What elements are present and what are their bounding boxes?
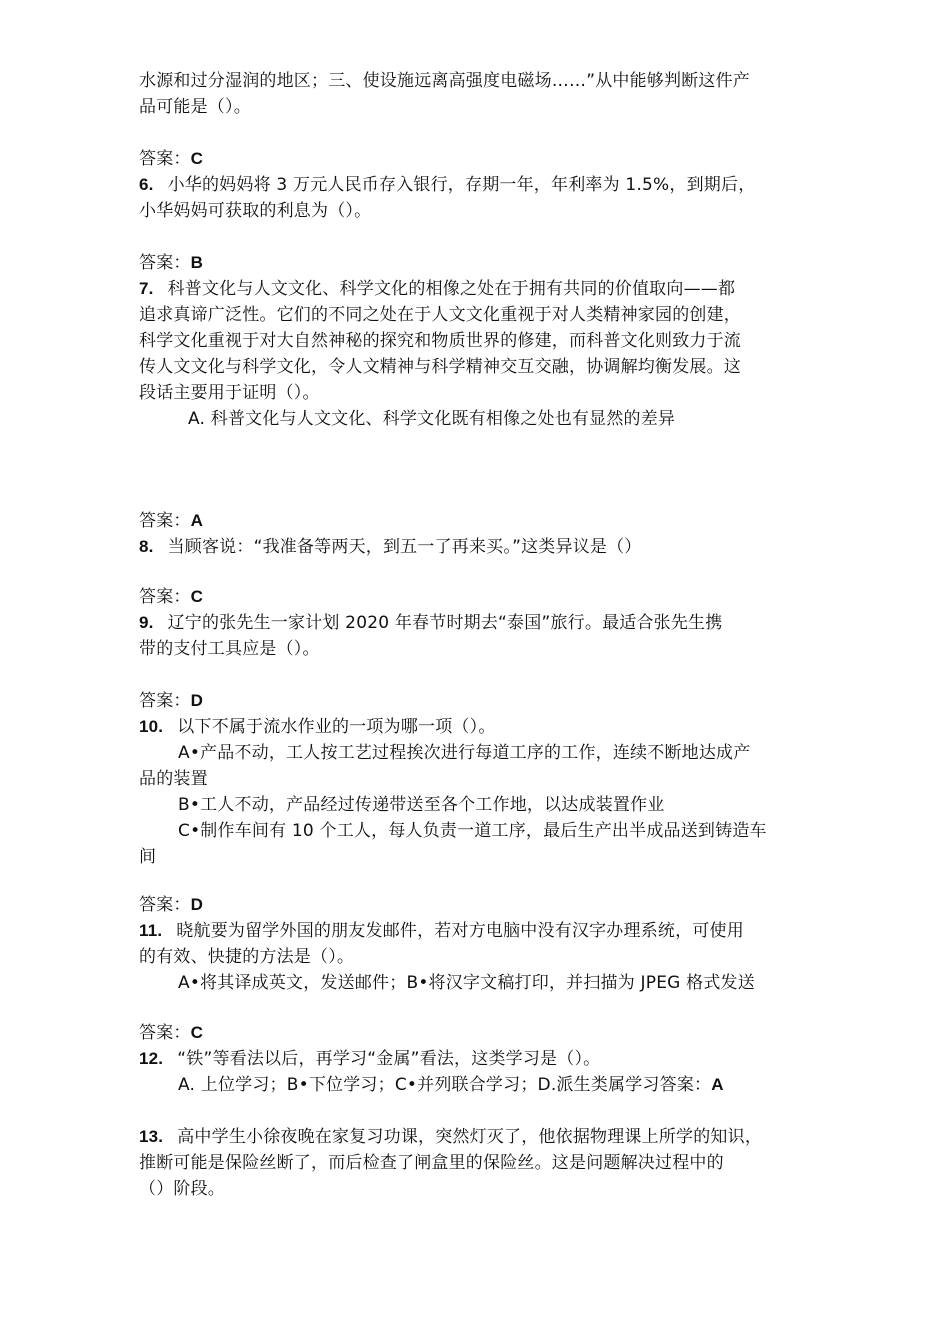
question-text-line: 带的支付工具应是（）。 xyxy=(139,639,320,659)
answer-value: C xyxy=(190,1023,204,1042)
option-line: A•产品不动，工人按工艺过程挨次进行每道工序的工作，连续不断地达成产 xyxy=(178,743,751,763)
answer-q9 xyxy=(139,688,203,714)
question-number: 6. xyxy=(139,175,154,194)
option-line: B•工人不动，产品经过传递带送至各个工作地，以达成装置作业 xyxy=(178,795,665,815)
question-number: 13. xyxy=(139,1127,164,1146)
question-number: 9. xyxy=(139,613,154,632)
question-text: 晓航要为留学外国的朋友发邮件，若对方电脑中没有汉字办理系统，可使用 xyxy=(176,921,744,941)
question-text-line: 推断可能是保险丝断了，而后检查了闸盒里的保险丝。这是问题解决过程中的 xyxy=(139,1153,724,1173)
question-13 xyxy=(139,1124,762,1150)
answer-label: 答案： xyxy=(139,587,191,607)
question-number: 12. xyxy=(139,1049,164,1068)
answer-label: 答案： xyxy=(139,1023,191,1043)
question-number: 7. xyxy=(139,279,154,298)
option-line: A. 科普文化与人文文化、科学文化既有相像之处也有显然的差异 xyxy=(188,409,676,429)
question-text: “铁”等看法以后，再学习“金属”看法，这类学习是（）。 xyxy=(177,1049,601,1069)
question-number: 11. xyxy=(139,921,163,940)
question-11 xyxy=(139,918,744,944)
answer-q5 xyxy=(139,146,203,172)
q5-text-line: 品可能是（）。 xyxy=(139,97,251,117)
answer-value: C xyxy=(190,149,204,168)
answer-label: 答案： xyxy=(139,253,191,273)
question-12 xyxy=(139,1046,600,1072)
answer-label: 答案： xyxy=(139,691,191,711)
question-8 xyxy=(139,534,642,560)
question-text: 小华的妈妈将 3 万元人民币存入银行，存期一年，年利率为 1.5%，到期后， xyxy=(167,175,756,195)
question-text-line: 科学文化重视于对大自然神秘的探究和物质世界的修建，而科普文化则致力于流 xyxy=(139,331,741,351)
question-text: 辽宁的张先生一家计划 2020 年春节时期去“泰国”旅行。最适合张先生携 xyxy=(167,613,723,633)
question-10 xyxy=(139,714,496,740)
question-text-line: 的有效、快捷的方法是（）。 xyxy=(139,947,355,967)
options-text: A. 上位学习；B•下位学习；C•并列联合学习；D.派生类属学习答案： xyxy=(178,1075,712,1095)
answer-value: A xyxy=(190,511,204,530)
question-text-line: 小华妈妈可获取的利息为（）。 xyxy=(139,201,372,221)
question-text: 当顾客说：“我准备等两天，到五一了再来买。”这类异议是（） xyxy=(167,537,642,557)
option-line: A•将其译成英文，发送邮件；B•将汉字文稿打印，并扫描为 JPEG 格式发送 xyxy=(178,973,755,993)
answer-q6 xyxy=(139,250,203,276)
answer-value: A xyxy=(711,1075,724,1094)
question-text-line: 传人文文化与科学文化，令人文精神与科学精神交互交融，协调解均衡发展。这 xyxy=(139,357,741,377)
option-line xyxy=(178,1072,724,1098)
answer-value: C xyxy=(190,587,204,606)
answer-q7 xyxy=(139,508,203,534)
answer-q10 xyxy=(139,892,203,918)
answer-value: D xyxy=(190,895,204,914)
question-9 xyxy=(139,610,722,636)
option-line: 品的装置 xyxy=(139,769,208,789)
answer-q11 xyxy=(139,1020,203,1046)
question-7 xyxy=(139,276,735,302)
question-text: 科普文化与人文文化、科学文化的相像之处在于拥有共同的价值取向——都 xyxy=(167,279,736,299)
answer-value: B xyxy=(190,253,204,272)
q5-text-line: 水源和过分湿润的地区；三、使设施远离高强度电磁场……”从中能够判断这件产 xyxy=(139,71,751,91)
option-line: C•制作车间有 10 个工人，每人负责一道工序，最后生产出半成品送到铸造车 xyxy=(178,821,767,841)
question-text-line: 段话主要用于证明（）。 xyxy=(139,383,320,403)
option-line: 间 xyxy=(139,847,157,867)
question-number: 8. xyxy=(139,537,154,556)
answer-value: D xyxy=(190,691,204,710)
question-text-line: 追求真谛广泛性。它们的不同之处在于人文文化重视于对人类精神家园的创建， xyxy=(139,305,741,325)
answer-label: 答案： xyxy=(139,895,191,915)
answer-label: 答案： xyxy=(139,149,191,169)
question-6 xyxy=(139,172,755,198)
question-text: 高中学生小徐夜晚在家复习功课，突然灯灭了，他依据物理课上所学的知识， xyxy=(177,1127,763,1147)
question-text-line: （）阶段。 xyxy=(139,1179,225,1199)
question-text: 以下不属于流水作业的一项为哪一项（）。 xyxy=(177,717,496,737)
answer-q8 xyxy=(139,584,203,610)
question-number: 10. xyxy=(139,717,164,736)
answer-label: 答案： xyxy=(139,511,191,531)
